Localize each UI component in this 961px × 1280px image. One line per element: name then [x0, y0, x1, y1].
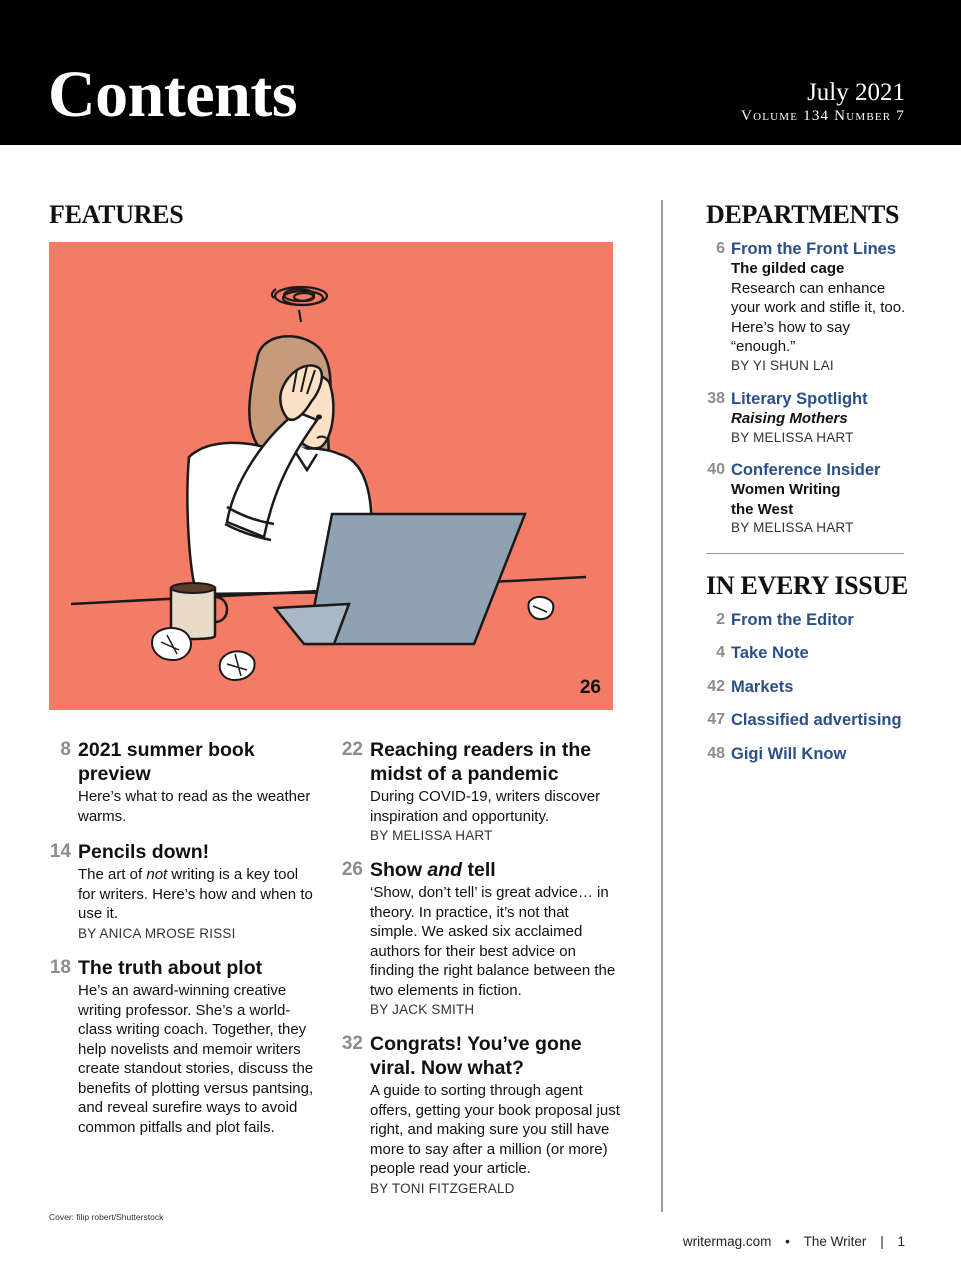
departments-heading: DEPARTMENTS: [706, 200, 900, 229]
feature-item[interactable]: [49, 956, 318, 1137]
section-divider: [706, 553, 904, 554]
department-byline: BY MELISSA HART: [731, 520, 854, 535]
feature-title[interactable]: The truth about plot: [78, 957, 263, 979]
issue-item[interactable]: [707, 677, 911, 697]
issue-title[interactable]: From the Editor: [731, 611, 854, 629]
issue-title[interactable]: Classified advertising: [731, 711, 902, 729]
issue-item[interactable]: [707, 710, 911, 730]
feature-page-number: 22: [341, 739, 363, 760]
department-item[interactable]: [707, 389, 911, 447]
feature-title[interactable]: 2021 summer book preview: [78, 739, 255, 785]
feature-page-number: 26: [341, 859, 363, 880]
feature-description: The art of not writing is a key tool for writers. Here’s how and when to use it.: [78, 866, 313, 922]
feature-item[interactable]: [341, 738, 620, 845]
footer-magazine: The Writer: [803, 1234, 867, 1249]
footer-bullet: •: [785, 1234, 790, 1249]
issue-title[interactable]: Take Note: [731, 644, 809, 662]
feature-title[interactable]: Show and tell: [370, 859, 496, 881]
department-item[interactable]: [716, 239, 911, 375]
features-heading: FEATURES: [49, 200, 184, 229]
frustrated-writer-illustration: [49, 242, 613, 710]
cover-illustration: [49, 242, 613, 710]
department-title[interactable]: Literary Spotlight: [731, 390, 868, 408]
header-bar: [0, 0, 961, 145]
department-page-number: 38: [707, 390, 725, 407]
footer-page-number: 1: [897, 1234, 905, 1249]
issue-item[interactable]: [707, 744, 911, 764]
department-subtitle: Women Writing the West: [731, 481, 841, 518]
issue-item[interactable]: [716, 610, 911, 630]
feature-item[interactable]: [60, 738, 318, 826]
feature-byline: BY JACK SMITH: [370, 1002, 475, 1017]
issue-page-number: 4: [716, 644, 725, 661]
issue-volume: Volume 134 Number 7: [741, 108, 905, 124]
every-issue-heading: IN EVERY ISSUE: [706, 571, 908, 600]
feature-description: Here’s what to read as the weather warms.: [78, 788, 311, 825]
feature-item[interactable]: [341, 858, 620, 1019]
department-byline: BY YI SHUN LAI: [731, 357, 834, 373]
feature-page-number: 14: [49, 841, 71, 862]
cover-page-number: 26: [579, 677, 601, 698]
feature-item[interactable]: [341, 1032, 620, 1198]
department-page-number: 40: [707, 461, 725, 478]
issue-page-number: 47: [707, 711, 725, 728]
department-title[interactable]: From the Front Lines: [731, 240, 896, 258]
department-page-number: 6: [716, 240, 725, 257]
page-footer: [683, 1234, 905, 1249]
issue-page-number: 2: [716, 611, 725, 628]
footer-separator: |: [880, 1234, 884, 1249]
feature-description: ‘Show, don’t tell’ is great advice… in theory. In practice, it’s not that simple. We asked six acclaimed authors for their best advice on finding the right balance between the two elements in fiction.: [370, 884, 616, 999]
department-title[interactable]: Conference Insider: [731, 461, 881, 479]
issue-page-number: 42: [707, 678, 725, 695]
department-subtitle: The gilded cage: [731, 260, 845, 277]
feature-page-number: 32: [341, 1033, 363, 1054]
feature-page-number: 18: [49, 957, 71, 978]
issue-title[interactable]: Markets: [731, 678, 794, 696]
feature-description: During COVID-19, writers discover inspiration and opportunity.: [370, 788, 601, 825]
column-divider: [661, 200, 663, 1212]
department-byline: BY MELISSA HART: [731, 429, 854, 445]
feature-title[interactable]: Reaching readers in the midst of a pandemic: [370, 739, 592, 785]
department-subtitle: Raising Mothers: [731, 410, 848, 427]
feature-description: A guide to sorting through agent offers, getting your book proposal just right, and making sure you still have more to say after a million (or more) people read your article.: [370, 1082, 620, 1177]
issue-date: July 2021: [807, 79, 905, 106]
footer-site[interactable]: writermag.com: [682, 1234, 772, 1249]
department-description: Research can enhance your work and stifle it, too. Here’s how to say “enough.”: [731, 279, 906, 355]
feature-page-number: 8: [60, 739, 71, 760]
feature-byline: BY TONI FITZGERALD: [370, 1180, 515, 1196]
feature-description: He’s an award-winning creative writing professor. She’s a world-class writing coach. Together, they help novelists and memoir writers create standout stories, discuss the benefits of plotting versus pantsing, and reveal surefire ways to avoid common pitfalls and plot fails.: [78, 982, 314, 1136]
feature-byline: BY MELISSA HART: [370, 828, 493, 843]
feature-title[interactable]: Pencils down!: [78, 841, 210, 863]
feature-item[interactable]: [49, 840, 318, 943]
issue-item[interactable]: [716, 643, 911, 663]
cover-credit: Cover: filip robert/Shutterstock: [49, 1212, 164, 1222]
feature-title[interactable]: Congrats! You’ve gone viral. Now what?: [370, 1033, 582, 1079]
department-item[interactable]: [707, 460, 881, 537]
page-title: Contents: [48, 58, 298, 131]
issue-title[interactable]: Gigi Will Know: [731, 745, 847, 763]
issue-page-number: 48: [707, 745, 725, 762]
feature-byline: BY ANICA MROSE RISSI: [78, 925, 236, 941]
